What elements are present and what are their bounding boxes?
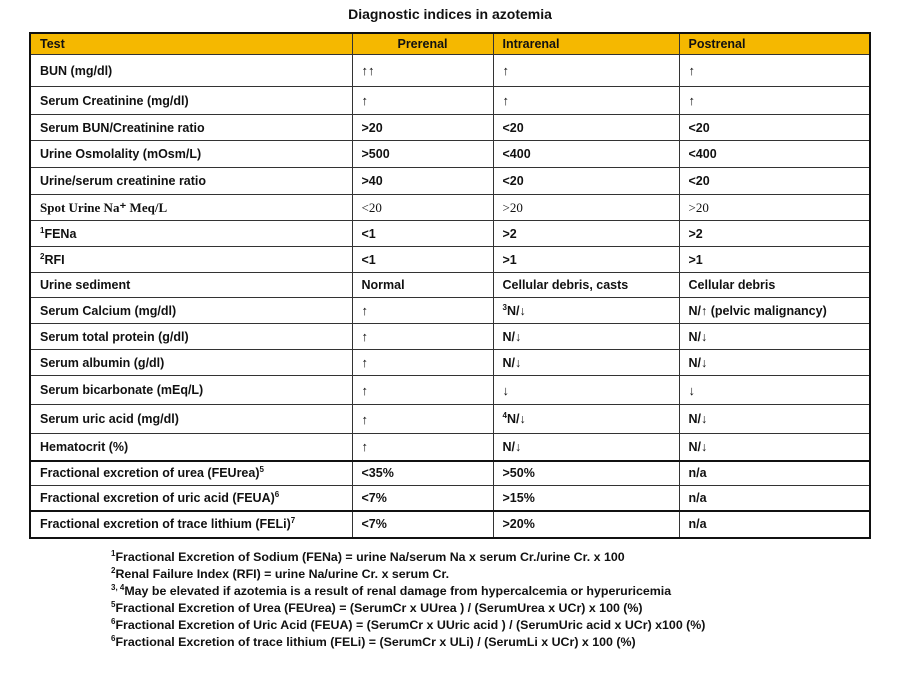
cell-prerenal <box>352 486 493 511</box>
cell-text: Serum uric acid (mg/dl) <box>40 412 179 426</box>
azotemia-indices-table <box>29 32 871 539</box>
cell-text: Serum BUN/Creatinine ratio <box>40 120 205 135</box>
cell-postrenal <box>679 376 870 405</box>
cell-text: RFI <box>44 252 65 267</box>
cell-intrarenal <box>493 298 679 324</box>
table-row <box>30 405 870 434</box>
table-row <box>30 141 870 168</box>
table-body <box>30 55 870 538</box>
cell-text: Urine/serum creatinine ratio <box>40 174 207 188</box>
cell-text: N/↓ <box>502 355 522 370</box>
cell-postrenal <box>679 273 870 298</box>
cell-prerenal <box>352 115 493 141</box>
footnote-marker: 6 <box>111 616 116 626</box>
table-row <box>30 511 870 538</box>
cell-text: <1 <box>361 226 376 241</box>
cell-prerenal <box>352 434 493 461</box>
cell-postrenal <box>679 141 870 168</box>
cell-text: <20 <box>688 174 710 188</box>
cell-postrenal <box>679 55 870 87</box>
cell-prerenal <box>352 298 493 324</box>
cell-text: Serum total protein (g/dl) <box>40 329 189 344</box>
cell-prerenal <box>352 195 493 221</box>
footnote-marker: 5 <box>111 599 116 609</box>
cell-test <box>30 55 352 87</box>
cell-text: N/↓ <box>688 355 708 370</box>
cell-test <box>30 298 352 324</box>
header-prerenal: Prerenal <box>352 33 493 55</box>
cell-text: ↑ <box>688 93 695 108</box>
cell-prerenal <box>352 405 493 434</box>
cell-postrenal <box>679 350 870 376</box>
cell-text: <400 <box>502 147 531 161</box>
cell-test <box>30 273 352 298</box>
table-row <box>30 168 870 195</box>
cell-text: Cellular debris, casts <box>502 278 629 292</box>
cell-postrenal <box>679 298 870 324</box>
table-row <box>30 115 870 141</box>
header-test: Test <box>30 33 352 55</box>
cell-test <box>30 221 352 247</box>
cell-intrarenal <box>493 115 679 141</box>
cell-text: Normal <box>361 278 405 292</box>
cell-test <box>30 247 352 273</box>
cell-text: BUN (mg/dl) <box>40 63 113 78</box>
cell-test <box>30 486 352 511</box>
cell-postrenal <box>679 511 870 538</box>
footnote-text: Renal Failure Index (RFI) = urine Na/urine Cr. x serum Cr. <box>115 567 450 581</box>
footnote-marker: 4 <box>502 410 507 420</box>
cell-prerenal <box>352 87 493 115</box>
cell-text: N/↑ (pelvic malignancy) <box>688 303 827 318</box>
cell-text: Serum albumin (g/dl) <box>40 355 165 370</box>
cell-text: >15% <box>502 490 535 505</box>
cell-text: N/↓ <box>506 412 526 426</box>
cell-postrenal <box>679 324 870 350</box>
cell-text: Serum bicarbonate (mEq/L) <box>40 383 204 397</box>
cell-prerenal <box>352 55 493 87</box>
cell-test <box>30 87 352 115</box>
cell-text: ↑ <box>688 63 695 78</box>
footnote-text: May be elevated if azotemia is a result of renal damage from hypercalcemia or hyperuricemia <box>124 584 672 598</box>
cell-text: <7% <box>361 490 387 505</box>
cell-text: n/a <box>688 517 707 531</box>
table-row <box>30 87 870 115</box>
cell-text: Fractional excretion of trace lithium (FELi) <box>40 517 291 531</box>
cell-text: >1 <box>688 252 703 267</box>
cell-text: ↑ <box>502 63 509 78</box>
cell-postrenal <box>679 405 870 434</box>
footnote-marker: 2 <box>40 251 45 261</box>
cell-intrarenal <box>493 461 679 486</box>
cell-text: N/↓ <box>688 329 708 344</box>
footnote-line <box>111 583 871 600</box>
table-row <box>30 324 870 350</box>
cell-intrarenal <box>493 511 679 538</box>
cell-text: ↑ <box>361 439 368 455</box>
table-row <box>30 486 870 511</box>
cell-text: ↑ <box>361 411 368 427</box>
cell-intrarenal <box>493 376 679 405</box>
cell-intrarenal <box>493 434 679 461</box>
cell-prerenal <box>352 511 493 538</box>
table-row <box>30 350 870 376</box>
cell-text: ↓ <box>688 382 695 398</box>
cell-text: ↑ <box>361 382 368 398</box>
cell-intrarenal <box>493 324 679 350</box>
cell-prerenal <box>352 461 493 486</box>
cell-postrenal <box>679 247 870 273</box>
footnote-marker: 6 <box>274 489 280 499</box>
footnote-line <box>111 549 871 566</box>
cell-text: ↓ <box>502 382 509 398</box>
cell-text: Fractional excretion of uric acid (FEUA) <box>40 490 275 505</box>
cell-text: ↑ <box>502 93 509 108</box>
footnote-marker: 1 <box>40 225 45 235</box>
cell-test <box>30 376 352 405</box>
cell-test <box>30 405 352 434</box>
cell-text: ↑ <box>361 355 368 370</box>
cell-text: n/a <box>688 466 707 481</box>
table-row <box>30 55 870 87</box>
cell-prerenal <box>352 350 493 376</box>
cell-text: >50% <box>502 466 535 481</box>
cell-text: >2 <box>502 226 517 241</box>
cell-text: Fractional excretion of urea (FEUrea) <box>40 466 260 481</box>
footnotes <box>111 549 871 651</box>
table-row <box>30 247 870 273</box>
cell-prerenal <box>352 168 493 195</box>
cell-intrarenal <box>493 168 679 195</box>
cell-prerenal <box>352 141 493 168</box>
cell-text: <400 <box>688 147 717 161</box>
footnote-marker: 6 <box>111 633 116 643</box>
cell-text: >2 <box>688 226 703 241</box>
cell-postrenal <box>679 115 870 141</box>
cell-test <box>30 115 352 141</box>
cell-intrarenal <box>493 87 679 115</box>
cell-postrenal <box>679 461 870 486</box>
cell-prerenal <box>352 221 493 247</box>
cell-intrarenal <box>493 55 679 87</box>
table-row <box>30 195 870 221</box>
cell-postrenal <box>679 168 870 195</box>
cell-text: <7% <box>361 517 387 531</box>
cell-text: >500 <box>361 147 390 161</box>
cell-prerenal <box>352 324 493 350</box>
cell-text: Hematocrit (%) <box>40 439 129 454</box>
footnote-marker: 7 <box>290 515 296 525</box>
cell-test <box>30 461 352 486</box>
cell-text: N/↓ <box>688 439 708 454</box>
footnote-line <box>111 634 871 651</box>
cell-text: >40 <box>361 174 383 188</box>
page-title: Diagnostic indices in azotemia <box>348 6 552 22</box>
cell-test <box>30 168 352 195</box>
cell-postrenal <box>679 221 870 247</box>
cell-text: Cellular debris <box>688 278 776 292</box>
cell-text: <20 <box>502 174 524 188</box>
cell-text: N/↓ <box>506 303 526 318</box>
footnote-line <box>111 617 871 634</box>
footnote-text: Fractional Excretion of Sodium (FENa) = urine Na/serum Na x serum Cr./urine Cr. x 100 <box>115 550 625 564</box>
footnote-marker: 2 <box>111 565 116 575</box>
cell-test <box>30 511 352 538</box>
cell-intrarenal <box>493 350 679 376</box>
cell-text: Spot Urine Na⁺ Meq/L <box>40 199 168 215</box>
table-row <box>30 273 870 298</box>
cell-intrarenal <box>493 195 679 221</box>
cell-postrenal <box>679 434 870 461</box>
header-intrarenal: Intrarenal <box>493 33 679 55</box>
cell-postrenal <box>679 87 870 115</box>
footnote-marker: 3 <box>502 302 507 312</box>
cell-test <box>30 195 352 221</box>
cell-text: N/↓ <box>502 329 522 344</box>
cell-text: ↑ <box>361 329 368 344</box>
footnote-marker: 5 <box>259 465 264 475</box>
footnote-marker: 1 <box>111 548 116 558</box>
cell-test <box>30 350 352 376</box>
footnote-text: Fractional Excretion of Urea (FEUrea) = (SerumCr x UUrea ) / (SerumUrea x UCr) x 100 (%) <box>115 601 643 615</box>
footnote-text: Fractional Excretion of trace lithium (FELi) = (SerumCr x ULi) / (SerumLi x UCr) x 100 (%) <box>115 635 636 649</box>
table-row <box>30 298 870 324</box>
cell-text: <1 <box>361 252 376 267</box>
table-row <box>30 461 870 486</box>
cell-text: ↑ <box>361 93 368 108</box>
cell-test <box>30 141 352 168</box>
cell-intrarenal <box>493 247 679 273</box>
cell-text: ↑ <box>361 303 368 318</box>
cell-text: >20 <box>502 199 523 215</box>
cell-prerenal <box>352 273 493 298</box>
table-row <box>30 434 870 461</box>
cell-text: FENa <box>44 226 77 241</box>
cell-text: ↑↑ <box>361 63 375 78</box>
footnote-marker: 3, 4 <box>111 582 125 592</box>
cell-text: <20 <box>688 120 710 135</box>
footnote-line <box>111 566 871 583</box>
cell-text: N/↓ <box>502 439 522 454</box>
table-row <box>30 221 870 247</box>
cell-prerenal <box>352 247 493 273</box>
cell-test <box>30 434 352 461</box>
table-row <box>30 376 870 405</box>
cell-text: n/a <box>688 490 707 505</box>
cell-text: >20 <box>688 199 709 215</box>
cell-text: >20% <box>502 517 535 531</box>
cell-text: Urine sediment <box>40 278 131 292</box>
cell-intrarenal <box>493 141 679 168</box>
cell-text: >20 <box>361 120 383 135</box>
cell-postrenal <box>679 486 870 511</box>
cell-test <box>30 324 352 350</box>
cell-intrarenal <box>493 486 679 511</box>
cell-prerenal <box>352 376 493 405</box>
cell-postrenal <box>679 195 870 221</box>
cell-text: N/↓ <box>688 412 708 426</box>
cell-text: <20 <box>502 120 524 135</box>
cell-text: Urine Osmolality (mOsm/L) <box>40 147 202 161</box>
footnote-line <box>111 600 871 617</box>
cell-intrarenal <box>493 405 679 434</box>
cell-text: Serum Calcium (mg/dl) <box>40 303 177 318</box>
header-postrenal: Postrenal <box>679 33 870 55</box>
cell-text: Serum Creatinine (mg/dl) <box>40 93 189 108</box>
cell-intrarenal <box>493 273 679 298</box>
cell-intrarenal <box>493 221 679 247</box>
footnote-text: Fractional Excretion of Uric Acid (FEUA) = (SerumCr x UUric acid ) / (SerumUric acid x UCr) x100 (%) <box>115 618 706 632</box>
cell-text: >1 <box>502 252 517 267</box>
cell-text: <20 <box>361 199 382 215</box>
cell-text: <35% <box>361 466 394 481</box>
table-header-row <box>30 33 870 55</box>
